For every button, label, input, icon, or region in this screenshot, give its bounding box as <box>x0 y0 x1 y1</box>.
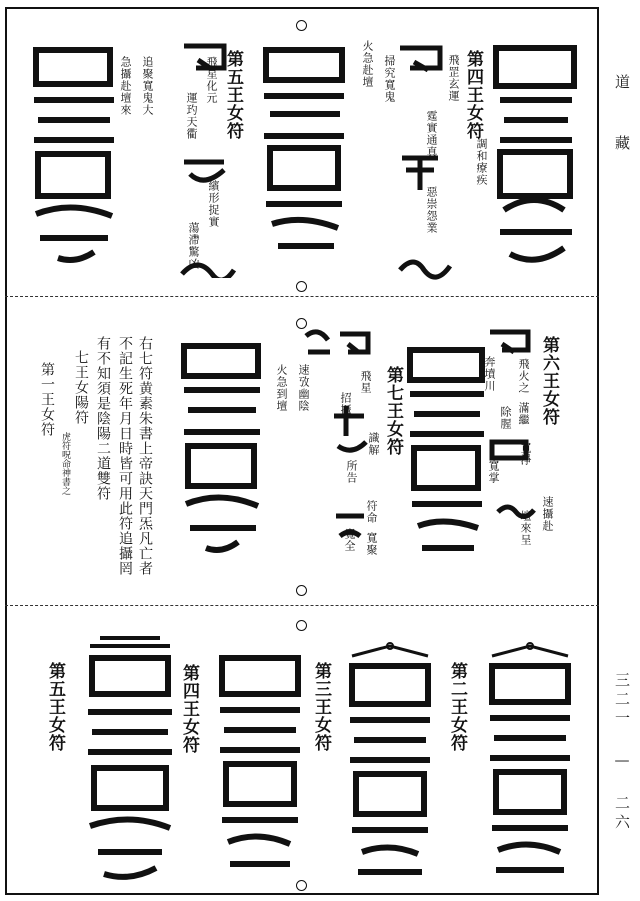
talisman-title: 第五王女符 <box>45 662 65 752</box>
talisman-title: 第三王女符 <box>311 662 331 752</box>
binding-hole <box>296 281 307 292</box>
talisman-note: 運玓天衢 <box>185 92 198 140</box>
talisman-note: 飛星 <box>359 370 372 394</box>
talisman-note: 滿繼 <box>517 402 530 426</box>
talisman-title: 第二王女符 <box>447 662 467 752</box>
talisman-title: 第四王女符 <box>463 50 483 140</box>
talisman-seal <box>490 40 582 272</box>
talisman-note: 寬全 <box>343 528 356 552</box>
talisman-note: 寬聚 <box>365 532 378 556</box>
talisman-title: 第四王女符 <box>179 664 199 754</box>
talisman-note: 招攝 <box>339 392 352 416</box>
talisman-note: 霆實通真 <box>425 110 438 158</box>
collection-title: 道 藏 <box>613 74 631 164</box>
talisman-note: 飛星化元 <box>205 56 218 104</box>
talisman-note: 速攷幽陰 <box>297 364 310 412</box>
talisman-note: 寬掌 <box>487 460 500 484</box>
talisman-seal <box>176 38 242 278</box>
talisman-note: 追聚寬鬼大 <box>141 56 154 116</box>
band-divider <box>5 296 599 297</box>
talisman-seal <box>178 340 266 558</box>
binding-hole <box>296 880 307 891</box>
talisman-seal <box>302 326 372 566</box>
talisman-note: 除腥 <box>499 406 512 430</box>
colophon-line: 七王女陽符 <box>73 350 89 425</box>
talisman-seal <box>342 640 438 878</box>
talisman-note: 寬淨 <box>519 442 532 466</box>
binding-hole <box>296 585 307 596</box>
colophon-line: 右七符黄素朱書上帝訣天門炁凡亡者 <box>137 336 153 576</box>
talisman-note: 掃究寬鬼 <box>383 55 396 103</box>
talisman-note: 火急到壇 <box>275 364 288 412</box>
talisman-note: 符命 <box>365 500 378 524</box>
colophon-line: 有不知須是陰陽二道雙符 <box>95 336 111 501</box>
talisman-seal <box>484 322 544 572</box>
talisman-seal <box>392 38 456 296</box>
talisman-seal <box>404 344 490 558</box>
talisman-seal <box>212 648 308 878</box>
talisman-note: 繽形捉實 <box>207 180 220 228</box>
talisman-title: 第六王女符 <box>539 336 559 426</box>
talisman-note: 急攝赴壇來 <box>119 56 132 116</box>
talisman-note: 壇來呈 <box>519 510 532 546</box>
colophon-note: 虎符呪命神書之 <box>60 432 70 495</box>
talisman-note: 奔墳川 <box>483 356 496 392</box>
talisman-seal <box>482 640 578 878</box>
talisman-seal <box>28 44 122 266</box>
band-divider <box>5 605 599 606</box>
talisman-note: 蕩滯驚凶 <box>187 222 200 270</box>
talisman-note: 調和療疾 <box>475 138 488 186</box>
talisman-note: 飛火之 <box>517 358 530 394</box>
binding-hole <box>296 620 307 631</box>
colophon-line: 不記生死年月日時皆可用此符追攝罔 <box>117 336 133 576</box>
talisman-note: 惡崇怨業 <box>425 186 438 234</box>
talisman-title: 第五王女符 <box>223 50 243 140</box>
talisman-note: 速攝赴 <box>541 496 554 532</box>
colophon-line: 第一王女符 <box>39 362 55 437</box>
talisman-title: 第七王女符 <box>383 366 403 456</box>
talisman-seal <box>80 634 180 884</box>
talisman-note: 所告 <box>345 460 358 484</box>
talisman-note: 飛罡玄運 <box>447 54 460 102</box>
page-number: 三二一 — 二六 <box>613 672 631 833</box>
binding-hole <box>296 20 307 31</box>
talisman-seal <box>258 44 354 268</box>
talisman-note: 識解 <box>367 432 380 456</box>
talisman-note: 火急赴壇 <box>361 40 374 88</box>
